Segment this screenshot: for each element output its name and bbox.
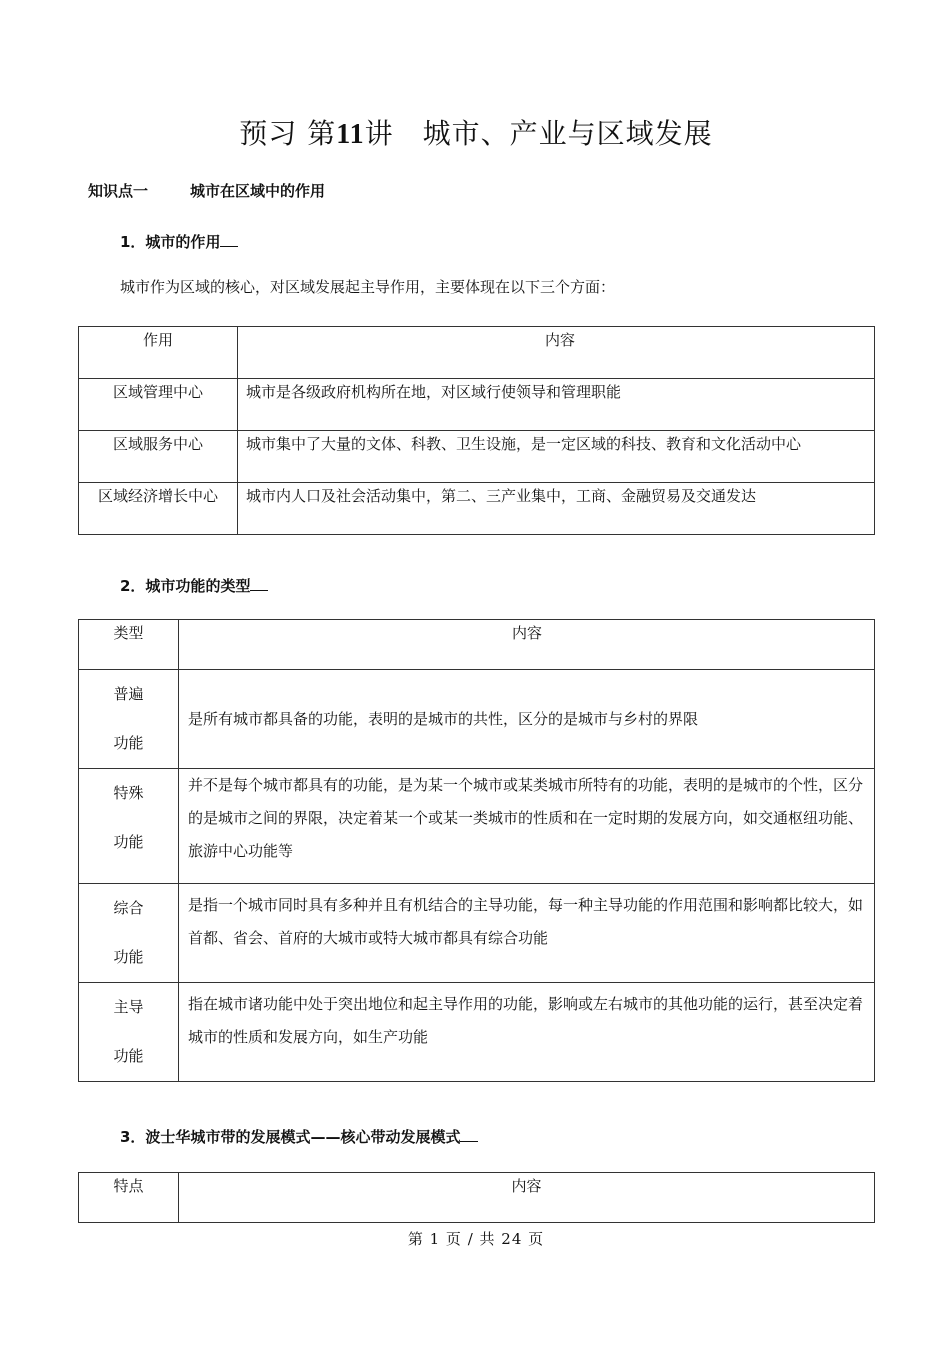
title-prefix: 预习 第 <box>239 117 337 150</box>
table-row <box>79 884 875 983</box>
table-row <box>79 769 875 884</box>
city-roles-table <box>78 326 875 535</box>
section1-heading <box>120 231 238 252</box>
table-row <box>79 983 875 1082</box>
table-header-row <box>79 1173 875 1223</box>
header-cell: 内容 <box>179 620 875 670</box>
type-line: 功能 <box>113 948 144 966</box>
type-cell <box>79 769 179 884</box>
knowledge-point-label: 知识点一 <box>88 182 149 200</box>
section2-heading-text: 2．城市功能的类型 <box>120 577 251 595</box>
type-line: 综合 <box>113 899 144 917</box>
type-cell <box>79 884 179 983</box>
type-cell <box>79 670 179 769</box>
header-cell: 内容 <box>238 327 875 379</box>
section3-heading <box>120 1126 478 1147</box>
city-function-types-table <box>78 619 875 1082</box>
title-suffix: 讲 城市、产业与区域发展 <box>364 117 713 150</box>
page-title <box>0 112 952 152</box>
type-line: 功能 <box>113 734 144 752</box>
header-cell: 类型 <box>79 620 179 670</box>
content-cell: 是指一个城市同时具有多种并且有机结合的主导功能，每一种主导功能的作用范围和影响都比较大，如首都、省会、首府的大城市或特大城市都具有综合功能 <box>179 884 875 983</box>
answer-blank <box>220 232 238 247</box>
table-row <box>79 379 875 431</box>
content-cell: 是所有城市都具备的功能，表明的是城市的共性，区分的是城市与乡村的界限 <box>179 670 875 769</box>
type-line: 特殊 <box>113 784 144 802</box>
answer-blank <box>460 1127 478 1142</box>
section3-heading-text: 3．波士华城市带的发展模式——核心带动发展模式 <box>120 1128 461 1146</box>
role-cell: 区域管理中心 <box>79 379 238 431</box>
type-line: 主导 <box>113 998 144 1016</box>
section2-heading <box>120 575 268 596</box>
type-cell <box>79 983 179 1082</box>
content-cell: 指在城市诸功能中处于突出地位和起主导作用的功能，影响或左右城市的其他功能的运行，甚至决定着城市的性质和发展方向，如生产功能 <box>179 983 875 1082</box>
section1-heading-text: 1．城市的作用 <box>120 233 221 251</box>
header-cell: 内容 <box>179 1173 875 1223</box>
boswash-features-table <box>78 1172 875 1223</box>
role-cell: 区域服务中心 <box>79 431 238 483</box>
content-cell: 并不是每个城市都具有的功能，是为某一个城市或某类城市所特有的功能，表明的是城市的个性，区分的是城市之间的界限，决定着某一个或某一类城市的性质和在一定时期的发展方向，如交通枢纽功能、旅游中心功能等 <box>179 769 875 884</box>
table-row <box>79 483 875 535</box>
header-cell: 特点 <box>79 1173 179 1223</box>
table-row <box>79 431 875 483</box>
role-cell: 区域经济增长中心 <box>79 483 238 535</box>
content-cell: 城市集中了大量的文体、科教、卫生设施，是一定区域的科技、教育和文化活动中心 <box>238 431 875 483</box>
lecture-number: 11 <box>336 119 365 150</box>
table-header-row <box>79 620 875 670</box>
content-cell: 城市内人口及社会活动集中，第二、三产业集中，工商、金融贸易及交通发达 <box>238 483 875 535</box>
type-line: 功能 <box>113 1047 144 1065</box>
answer-blank <box>250 576 268 591</box>
knowledge-point-title: 城市在区域中的作用 <box>190 182 326 200</box>
knowledge-point-heading <box>88 180 325 201</box>
type-line: 普遍 <box>113 685 144 703</box>
header-cell: 作用 <box>79 327 238 379</box>
content-cell: 城市是各级政府机构所在地，对区域行使领导和管理职能 <box>238 379 875 431</box>
table-row <box>79 670 875 769</box>
table-header-row <box>79 327 875 379</box>
page-footer: 第 1 页 / 共 24 页 <box>407 1230 545 1248</box>
type-line: 功能 <box>113 833 144 851</box>
section1-intro: 城市作为区域的核心，对区域发展起主导作用，主要体现在以下三个方面： <box>120 278 616 296</box>
